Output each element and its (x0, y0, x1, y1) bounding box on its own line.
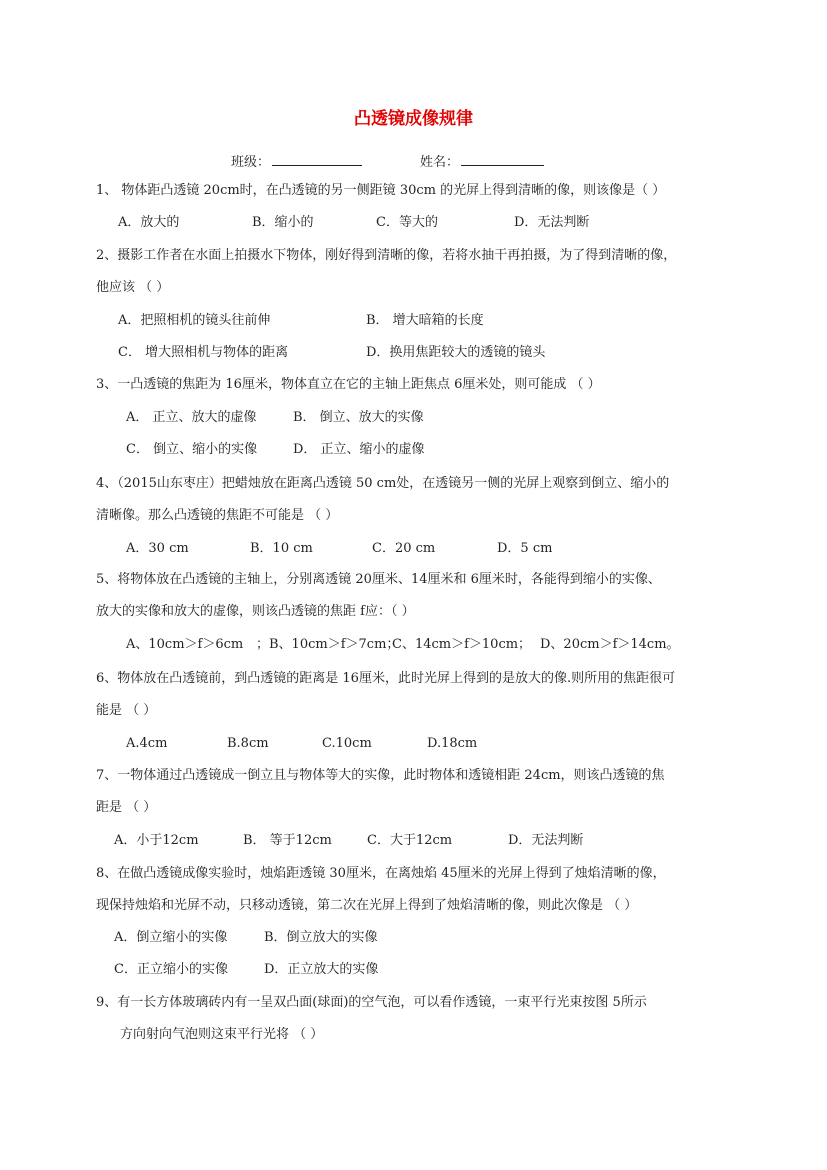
q6-option-a: A.4cm (126, 736, 168, 751)
q2-option-a: A．把照相机的镜头往前伸 (118, 313, 271, 328)
q3-option-b: B． 倒立、放大的实像 (293, 410, 424, 425)
q6-stem-line1: 6、物体放在凸透镜前，到凸透镜的距离是 16厘米，此时光屏上得到的是放大的像.则所用的焦距很可 (96, 671, 676, 686)
q3-option-c: C． 倒立、缩小的实像 (126, 442, 258, 457)
q1-option-a: A．放大的 (118, 215, 180, 230)
q5-option-c: C、14cm＞f＞10cm； (392, 637, 532, 652)
q1-option-c: C．等大的 (376, 215, 438, 230)
q7-stem-line1: 7、一物体通过凸透镜成一倒立且与物体等大的实像，此时物体和透镜相距 24cm，则该凸透镜的焦 (96, 768, 665, 783)
q5-option-d: D、20cm＞f＞14cm。 (540, 637, 680, 652)
q7-option-d: D．无法判断 (508, 833, 584, 848)
q1-stem: 1、 物体距凸透镜 20cm时，在凸透镜的另一侧距镜 30cm 的光屏上得到清晰的像，则该像是（ ） (96, 183, 666, 198)
q4-stem-line1: 4、（2015山东枣庄）把蜡烛放在距离凸透镜 50 cm处，在透镜另一侧的光屏上观察到倒立、缩小的 (96, 476, 670, 491)
q8-stem-line1: 8、在做凸透镜成像实验时，烛焰距透镜 30厘米，在离烛焰 45厘米的光屏上得到了烛焰清晰的像， (96, 866, 666, 881)
q5-option-b: ；B、10cm＞f＞7cm； (256, 637, 400, 652)
q6-option-c: C.10cm (322, 736, 372, 751)
name-blank (461, 165, 544, 166)
q8-stem-line2: 现保持烛焰和光屏不动，只移动透镜，第二次在光屏上得到了烛焰清晰的像，则此次像是 （ ） (96, 898, 638, 913)
q2-option-c: C． 增大照相机与物体的距离 (118, 345, 289, 360)
q5-stem-line2: 放大的实像和放大的虚像，则该凸透镜的焦距 f应：（ ） (96, 604, 415, 619)
q2-stem-line2: 他应该 （ ） (96, 280, 170, 295)
page-title: 凸透镜成像规律 (354, 109, 473, 129)
q8-option-c: C．正立缩小的实像 (114, 962, 228, 977)
q2-option-b: B． 增大暗箱的长度 (366, 313, 484, 328)
q3-option-d: D． 正立、缩小的虚像 (293, 442, 425, 457)
q6-option-d: D.18cm (427, 736, 478, 751)
q1-option-d: D．无法判断 (514, 215, 590, 230)
q7-stem-line2: 距是 （ ） (96, 800, 157, 815)
q4-option-b: B．10 cm (250, 541, 313, 556)
q5-stem-line1: 5、将物体放在凸透镜的主轴上，分别离透镜 20厘米、14厘米和 6厘米时，各能得到缩小的实像、 (96, 572, 661, 587)
q5-option-a: A、10cm＞f＞6cm (126, 637, 244, 652)
q2-option-d: D．换用焦距较大的透镜的镜头 (366, 345, 546, 360)
name-label: 姓名： (420, 155, 460, 170)
class-label: 班级： (231, 155, 271, 170)
q6-stem-line2: 能是 （ ） (96, 703, 157, 718)
q4-stem-line2: 清晰像。那么凸透镜的焦距不可能是 （ ） (96, 508, 339, 523)
q4-option-d: D．5 cm (497, 541, 553, 556)
q1-option-b: B．缩小的 (252, 215, 314, 230)
q4-option-c: C．20 cm (372, 541, 436, 556)
class-blank (272, 165, 362, 166)
q8-option-a: A．倒立缩小的实像 (114, 930, 228, 945)
q8-option-b: B．倒立放大的实像 (264, 930, 378, 945)
q2-stem-line1: 2、摄影工作者在水面上拍摄水下物体，刚好得到清晰的像，若将水抽干再拍摄，为了得到清晰的像， (96, 248, 677, 263)
q8-option-d: D．正立放大的实像 (264, 962, 379, 977)
q7-option-a: A．小于12cm (114, 833, 199, 848)
q7-option-b: B． 等于12cm (243, 833, 332, 848)
q7-option-c: C．大于12cm (367, 833, 453, 848)
q4-option-a: A．30 cm (126, 541, 189, 556)
q3-stem: 3、一凸透镜的焦距为 16厘米，物体直立在它的主轴上距焦点 6厘米处，则可能成 （ ） (96, 377, 601, 392)
q9-stem-line1: 9、有一长方体玻璃砖内有一呈双凸面(球面)的空气泡，可以看作透镜，一束平行光束按图 5所示 (96, 995, 647, 1010)
q3-option-a: A． 正立、放大的虚像 (126, 410, 257, 425)
q9-stem-line2: 方向射向气泡则这束平行光将 （ ） (120, 1027, 324, 1042)
q6-option-b: B.8cm (227, 736, 269, 751)
